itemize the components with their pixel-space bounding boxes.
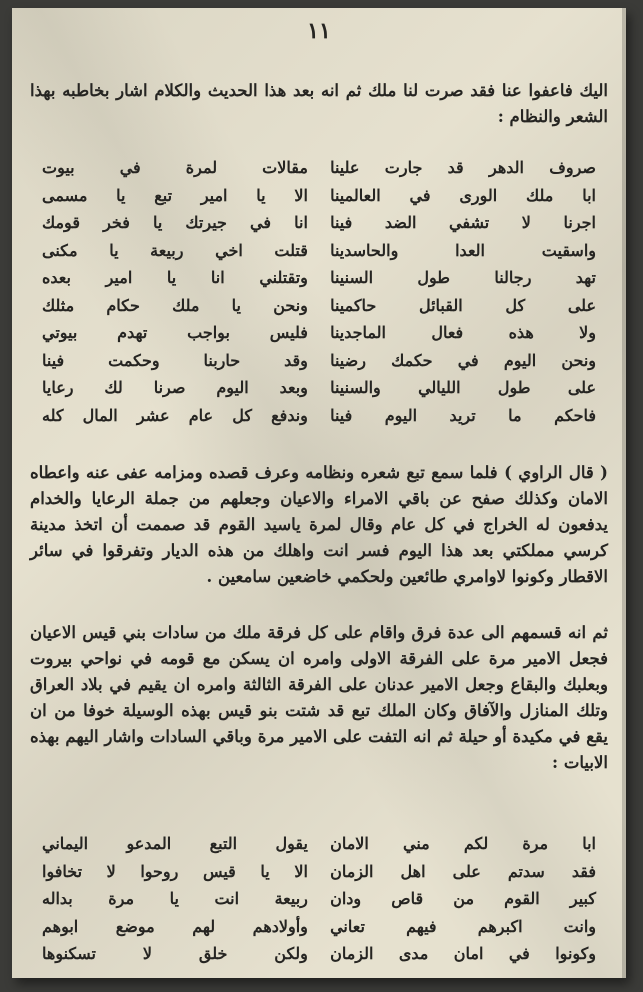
verse-line: الا يا قيس روحوا لا تخافوا [42, 861, 308, 881]
verse-line: واسقيت العدا والحاسدينا [330, 240, 596, 260]
verse-line: فليس بواجب تهدم بيوتي [42, 323, 308, 342]
poem-first [42, 154, 596, 429]
verse-line: وبعد اليوم صرنا لك رعايا [42, 378, 308, 397]
verse-line: فقد سدتم على اهل الزمان [330, 861, 596, 881]
verse-line: يقول التبع المدعو اليماني [42, 834, 308, 853]
verse-line: ابا مرة لكم مني الامان [330, 834, 596, 853]
verse-line: ولا هذه فعال الماجدينا [330, 323, 596, 342]
poem-first-left-column [330, 154, 596, 429]
verse-line: ربيعة انت يا مرة بداله [42, 889, 308, 908]
verse-line: وقد حاربنا وحكمت فينا [42, 350, 308, 370]
poem-second-right-column [42, 830, 308, 968]
verse-line: الا يا امير تبع يا مسمى [42, 185, 308, 205]
verse-line: ونحن يا ملك حكام مثلك [42, 295, 308, 315]
poem-second [42, 830, 596, 968]
verse-line: ولكن خلق لا تسكنوها [42, 944, 308, 963]
verse-line: ونحن اليوم في حكمك رضينا [330, 350, 596, 370]
paragraph-intro: اليك فاعفوا عنا فقد صرت لنا ملك ثم انه بعد هذا الحديث والكلام اشار بخاطبه بهذا الشعر والنظام : [30, 81, 608, 126]
page-edge-shadow [622, 8, 626, 978]
verse-line: مقالات لمرة في بيوت [42, 158, 308, 177]
paragraph-narrator: ( قال الراوي ) فلما سمع تبع شعره ونظامه وعرف قصده ومزامه عفى عنه واعطاه الامان وكذلك صفح عن باقي الامراء والاعيان وجعلهم من جملة الرعايا والخدام يدفعون له الخراج في كل عام وقال لمرة ياسيد القوم قد صممت أن اتخذ مدينة كرسي مملكتي بعد هذا اليوم فسر انت واهلك من هذه الديار وتفرقوا في سائر الاقطار وكونوا لاوامري طائعين ولحكمي خاضعين سامعين . [30, 463, 608, 586]
verse-line: تهد رجالنا طول السنينا [330, 268, 596, 287]
verse-line: صروف الدهر قد جارت علينا [330, 158, 596, 177]
verse-line: قتلت اخي ربيعة يا مكنى [42, 240, 308, 260]
poem-first-right-column [42, 154, 308, 429]
verse-line: على كل القبائل حاكمينا [330, 295, 596, 315]
verse-line: وأولادهم لهم موضع ابوهم [42, 916, 308, 936]
paragraph-division: ثم انه قسمهم الى عدة فرق واقام على كل فرقة ملك من سادات بني قيس الاعيان فجعل الامير مرة على الفرقة الاولى وامره ان يسكن مع قومه في نواحي بيروت وبعلبك والبقاع وجعل الامير عدنان على الفرقة الثالثة وامره ان يقيم في بلاد العراق وتلك المنازل والآفاق وكان الملك تبع قد شتت بنو قيس بهذه الوسيلة خوفا من ان يقع في مكيدة أو حيلة ثم انه التفت على الامير مرة وباقي السادات واشار اليهم بهذه الابيات : [30, 623, 608, 772]
poem-second-left-column [330, 830, 596, 968]
verse-line: وتقتلني انا يا امير بعده [42, 268, 308, 287]
verse-line: ابا ملك الورى في العالمينا [330, 185, 596, 205]
page-number: ١١ [307, 18, 331, 44]
verse-line: وكونوا في امان مدى الزمان [330, 944, 596, 963]
verse-line: انا في جيرتك يا فخر قومك [42, 213, 308, 232]
verse-line: اجرنا لا تشفي الضد فينا [330, 213, 596, 232]
verse-line: وندفع كل عام عشر المال كله [42, 405, 308, 425]
verse-line: كبير القوم من قاص ودان [330, 889, 596, 908]
book-page [12, 8, 626, 978]
verse-line: على طول الليالي والسنينا [330, 378, 596, 397]
verse-line: وانت اكبرهم فيهم تعاني [330, 916, 596, 936]
verse-line: فاحكم ما تريد اليوم فينا [330, 405, 596, 425]
